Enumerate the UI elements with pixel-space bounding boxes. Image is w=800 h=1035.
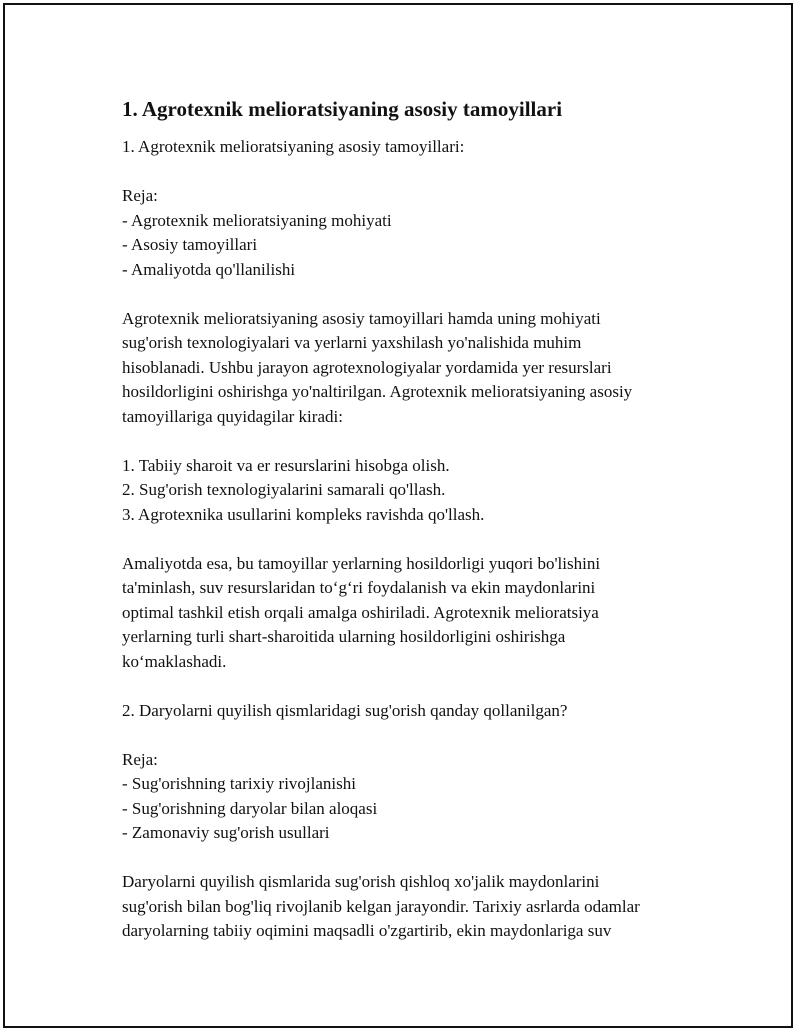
text-line: sug'orish texnologiyalari va yerlarni yaxshilash yo'nalishida muhim	[122, 333, 582, 352]
text-line: Reja:	[122, 186, 158, 205]
blank-line	[122, 527, 722, 552]
text-line: - Sug'orishning tarixiy rivojlanishi	[122, 774, 356, 793]
text-line: 1. Agrotexnik melioratsiyaning asosiy tamoyillari:	[122, 137, 465, 156]
text-line: sug'orish bilan bog'liq rivojlanib kelgan jarayondir. Tarixiy asrlarda odamlar	[122, 896, 640, 916]
text-line: - Sug'orishning daryolar bilan aloqasi	[122, 798, 378, 818]
text-line: - Asosiy tamoyillari	[122, 235, 258, 254]
blank-line	[122, 282, 722, 307]
document-body	[122, 95, 722, 944]
text-line: 2. Daryolarni quyilish qismlaridagi sug'orish qanday qollanilgan?	[122, 700, 568, 720]
text-line: optimal tashkil etish orqali amalga oshiriladi. Agrotexnik melioratsiya	[122, 602, 599, 622]
text-line: ko‘maklashadi.	[122, 651, 227, 671]
text-line: daryolarning tabiiy oqimini maqsadli o'zgartirib, ekin maydonlariga suv	[122, 921, 612, 940]
text-line: 1. Tabiiy sharoit va er resurslarini hisobga olish.	[122, 455, 450, 475]
text-line: 2. Sug'orish texnologiyalarini samarali qo'llash.	[122, 480, 446, 499]
text-line: - Agrotexnik melioratsiyaning mohiyati	[122, 210, 392, 230]
document-title: 1. Agrotexnik melioratsiyaning asosiy tamoyillari	[122, 97, 563, 121]
text-line: ta'minlash, suv resurslaridan to‘g‘ri foydalanish va ekin maydonlarini	[122, 578, 596, 597]
text-line: Agrotexnik melioratsiyaning asosiy tamoyillari hamda uning mohiyati	[122, 308, 601, 328]
blank-line	[122, 160, 722, 185]
text-line: - Amaliyotda qo'llanilishi	[122, 259, 296, 279]
text-line: 3. Agrotexnika usullarini kompleks ravishda qo'llash.	[122, 504, 485, 524]
document-text	[122, 135, 722, 944]
text-line: yerlarning turli shart-sharoitida ularning hosildorligini oshirishga	[122, 627, 566, 646]
text-line: Daryolarni quyilish qismlarida sug'orish qishloq xo'jalik maydonlarini	[122, 872, 600, 891]
page-frame	[3, 3, 793, 1028]
text-line: - Zamonaviy sug'orish usullari	[122, 823, 330, 842]
text-line: Reja:	[122, 749, 158, 769]
text-line: Amaliyotda esa, bu tamoyillar yerlarning hosildorligi yuqori bo'lishini	[122, 553, 601, 573]
text-line: hosildorligini oshirishga yo'naltirilgan. Agrotexnik melioratsiyaning asosiy	[122, 382, 633, 401]
blank-line	[122, 723, 722, 748]
text-line: tamoyillariga quyidagilar kiradi:	[122, 406, 343, 426]
blank-line	[122, 429, 722, 454]
text-line: hisoblanadi. Ushbu jarayon agrotexnologiyalar yordamida yer resurslari	[122, 357, 612, 377]
blank-line	[122, 846, 722, 871]
blank-line	[122, 674, 722, 699]
